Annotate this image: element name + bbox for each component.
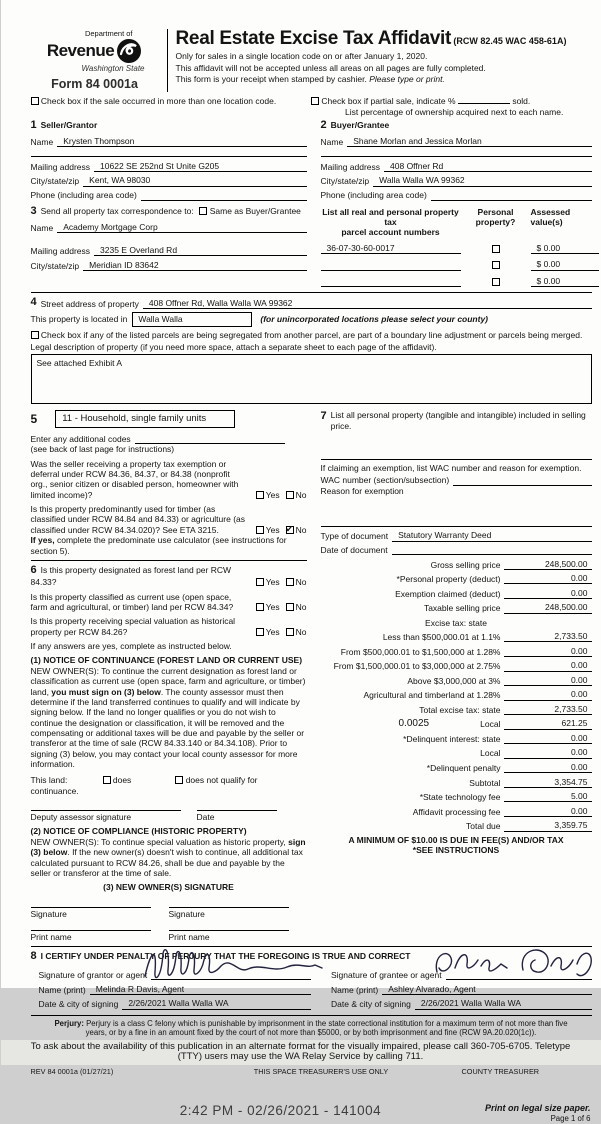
total-excise-state-field[interactable]: 2,733.50 xyxy=(504,704,592,715)
corr-mailing-label: Mailing address xyxy=(30,245,91,256)
accessibility-note: To ask about the availability of this publication in an alternate format for the visually impaired, please call 360-705-6705. Teletype (TTY) users may use the WA Relay Service by calling 711. xyxy=(1,1040,601,1066)
local-tax-label: Local xyxy=(480,719,501,730)
legal-description-box[interactable]: See attached Exhibit A xyxy=(31,354,592,404)
seller-phone-label: Phone (including area code) xyxy=(30,190,137,201)
parcel-number-field[interactable] xyxy=(321,276,461,287)
section-2-buyer xyxy=(307,119,592,201)
seller-city-field[interactable]: Kent, WA 98030 xyxy=(83,175,306,186)
parcel-number-field[interactable]: 36-07-30-60-0017 xyxy=(321,243,461,254)
dept-of-label: Department of xyxy=(84,29,133,38)
partial-sale-sold: sold. xyxy=(512,96,531,107)
street-address-field[interactable]: 408 Offner Rd, Walla Walla WA 99362 xyxy=(143,298,592,309)
parcel-row xyxy=(321,276,599,287)
new-owners-signature-title: (3) NEW OWNER(S) SIGNATURE xyxy=(103,882,234,893)
grantee-name-field[interactable]: Ashley Alvarado, Agent xyxy=(382,984,591,995)
total-excise-state-label: Total excise tax: state xyxy=(419,704,501,715)
new-owner-signature-1[interactable]: Signature xyxy=(31,907,151,919)
section-5-number: 5 xyxy=(30,411,38,426)
dor-logo-block xyxy=(31,27,159,92)
affidavit-processing-fee-label: Affidavit processing fee xyxy=(412,806,501,817)
doc-type-field[interactable]: Statutory Warranty Deed xyxy=(392,530,591,541)
does-not-qualify-checkbox[interactable] xyxy=(175,776,183,784)
partial-sale-checkbox[interactable] xyxy=(311,97,319,105)
assessed-value-field[interactable]: $ 0.00 xyxy=(531,243,599,254)
certify-statement: I CERTIFY UNDER PENALTY OF PERJURY THAT THE FOREGOING IS TRUE AND CORRECT xyxy=(40,951,411,962)
tax-computation xyxy=(321,559,592,832)
header-sub1: Only for sales in a single location code on or after January 1, 2020. xyxy=(175,51,428,62)
section-7-number: 7 xyxy=(320,410,327,423)
delinquent-interest-local-field[interactable]: 0.00 xyxy=(504,747,592,758)
see-back-note: (see back of last page for instructions) xyxy=(30,444,175,455)
multi-location-check-row xyxy=(31,96,312,117)
gross-selling-price-label: Gross selling price xyxy=(430,559,501,570)
same-as-buyer-checkbox[interactable] xyxy=(199,207,207,215)
historic-question: Is this property receiving special valuation as historical property per RCW 84.26? Yes No xyxy=(30,616,307,637)
street-address-label: Street address of property xyxy=(40,298,139,309)
section-8-certify xyxy=(31,950,592,1009)
header-sub2: This affidavit will not be accepted unless all areas on all pages are fully completed. xyxy=(175,62,486,73)
excise-tax-state-header: Excise tax: state xyxy=(425,617,487,628)
doc-type-label: Type of document xyxy=(320,531,389,542)
grantor-name-field[interactable]: Melinda R Davis, Agent xyxy=(90,984,311,995)
agricultural-field[interactable]: 0.00 xyxy=(504,689,592,700)
section-1-seller xyxy=(31,119,307,201)
revenue-logo-icon xyxy=(116,38,142,64)
partial-sale-label: Check box if partial sale, indicate % xyxy=(321,96,456,107)
seller-mailing-label: Mailing address xyxy=(30,161,91,172)
reet-affidavit-page xyxy=(1,0,601,1124)
section-1-number: 1 xyxy=(30,118,37,131)
treasurer-use-label: THIS SPACE TREASURER'S USE ONLY xyxy=(253,1067,389,1077)
header-divider xyxy=(167,29,168,92)
parcel-row xyxy=(321,243,599,254)
reason-exemption-label: Reason for exemption xyxy=(320,485,404,496)
header-sub3: This form is your receipt when stamped by cashier. Please type or print. xyxy=(175,73,445,84)
doc-date-label: Date of document xyxy=(320,545,388,555)
revenue-wordmark: Revenue xyxy=(46,40,115,60)
exemption-note: If claiming an exemption, list WAC number and reason for exemption. xyxy=(320,463,582,474)
unincorporated-note: (for unincorporated locations please select your county) xyxy=(260,314,489,325)
notice-continuance-body: NEW OWNER(S): To continue the current designation as forest land or classification as current use (open space, farm and agriculture, or timber) land, you must sign on (3) below. The county assessor must then determine if the land transferred continues to qualify and will indicate by signing below. If the land no longer qualifies or you do not wish to continue the designation or classification, it will be removed and the compensating or additional taxes will be due and payable by the seller or transferor at the time of sale (RCW 84.33.140 or 84.34.108). Prior to signing (3) below, you may contact your local county assessor for more information. xyxy=(30,665,306,770)
tier4-label: Above $3,000,000 at 3% xyxy=(407,675,501,686)
tier3-field[interactable]: 0.00 xyxy=(504,660,592,671)
section-7-tax-column xyxy=(307,410,592,942)
multi-location-label: Check box if the sale occurred in more than one location code. xyxy=(40,96,277,107)
see-instructions-note: *SEE INSTRUCTIONS xyxy=(412,844,500,855)
personal-property-deduct-label: *Personal property (deduct) xyxy=(396,574,501,585)
grantor-date-field[interactable]: 2/26/2021 Walla Walla WA xyxy=(122,998,311,1009)
section-6-number: 6 xyxy=(30,563,37,576)
land-use-code-select[interactable]: 11 - Household, single family units xyxy=(55,410,235,428)
wac-number-label: WAC number (section/subsection) xyxy=(320,475,450,486)
tier4-field[interactable]: 0.00 xyxy=(504,675,592,686)
timber-no-checkbox[interactable] xyxy=(286,526,294,534)
print-size-note: Print on legal size paper. xyxy=(484,1103,591,1114)
deputy-assessor-signature-field[interactable]: Deputy assessor signature xyxy=(31,810,181,822)
local-tax-field[interactable]: 621.25 xyxy=(504,718,592,729)
total-due-field[interactable]: 3,359.75 xyxy=(504,820,592,831)
grantee-signature-block xyxy=(311,968,592,1010)
section-4-property xyxy=(31,296,592,404)
assessed-value-field[interactable]: $ 0.00 xyxy=(531,259,599,270)
total-due-label: Total due xyxy=(466,821,501,832)
buyer-mailing-label: Mailing address xyxy=(320,161,381,172)
grantor-sig-label: Signature of grantor or agent xyxy=(38,969,148,980)
personal-property-deduct-field[interactable]: 0.00 xyxy=(504,573,592,584)
parcel-table xyxy=(307,205,599,287)
personal-property-checkbox-3[interactable] xyxy=(492,278,500,286)
treasurer-stamp: 2:42 PM - 02/26/2021 - 141004 xyxy=(179,1103,382,1119)
personal-property-checkbox-1[interactable] xyxy=(492,245,500,253)
subtotal-label: Subtotal xyxy=(469,777,501,788)
buyer-name2-field[interactable] xyxy=(321,156,592,157)
corr-mailing-field[interactable]: 3235 E Overland Rd xyxy=(94,245,306,256)
exemption-claimed-field[interactable]: 0.00 xyxy=(504,588,592,599)
grantee-date-field[interactable]: 2/26/2021 Walla Walla WA xyxy=(415,998,592,1009)
multi-location-checkbox[interactable] xyxy=(31,97,39,105)
forest-no-checkbox[interactable] xyxy=(286,578,294,586)
tier3-label: From $1,500,000.01 to $3,000,000 at 2.75% xyxy=(333,661,501,672)
section-5-6-column xyxy=(31,410,307,942)
notice-compliance-body: NEW OWNER(S): To continue special valuation as historic property, sign (3) below. If the new owner(s) doesn't wish to continue, all additional tax calculated pursuant to RCW 84.26, shall be due and payable by the seller or transferor at the time of sale. xyxy=(30,836,306,878)
delinquent-interest-local-label: Local xyxy=(480,748,501,759)
new-owner-signature-2[interactable]: Signature xyxy=(169,907,289,919)
historic-yes-checkbox[interactable] xyxy=(256,628,264,636)
new-owner-printname-2[interactable]: Print name xyxy=(169,930,289,942)
partial-sale-percent-field[interactable] xyxy=(458,103,510,104)
located-in-label: This property is located in xyxy=(30,314,128,325)
seller-name-label: Name xyxy=(30,136,54,147)
buyer-name-field[interactable]: Shane Morlan and Jessica Morlan xyxy=(347,136,591,147)
section-3-heading: Send all property tax correspondence to: xyxy=(40,206,194,217)
exemption-claimed-label: Exemption claimed (deduct) xyxy=(395,588,501,599)
state-technology-fee-label: *State technology fee xyxy=(419,792,501,803)
deputy-date-field[interactable]: Date xyxy=(197,810,277,822)
form-header xyxy=(31,27,592,92)
delinquent-penalty-label: *Delinquent penalty xyxy=(426,763,501,774)
parcel-number-field[interactable] xyxy=(321,259,461,270)
tier1-field[interactable]: 2,733.50 xyxy=(504,631,592,642)
grantee-datecity-label: Date & city of signing xyxy=(331,999,411,1010)
taxable-selling-price-field[interactable]: 248,500.00 xyxy=(504,602,592,613)
corr-city-label: City/state/zip xyxy=(30,260,80,271)
currentuse-no-checkbox[interactable] xyxy=(286,603,294,611)
seller-name2-field[interactable] xyxy=(31,156,307,157)
corr-name-label: Name xyxy=(30,222,54,233)
corr-city-field[interactable]: Meridian ID 83642 xyxy=(83,260,306,271)
assessed-value-col-header: Assessed value(s) xyxy=(530,206,571,228)
section-1-heading: Seller/Grantor xyxy=(40,119,98,130)
legal-description-label: Legal description of property (if you need more space, attach a separate sheet to each page of the affidavit). xyxy=(30,341,437,352)
local-rate-value: 0.0025 xyxy=(398,717,430,729)
doc-date-field[interactable] xyxy=(392,554,592,555)
section-8-number: 8 xyxy=(30,950,37,963)
section-2-number: 2 xyxy=(320,118,327,131)
parcel-row xyxy=(321,259,599,270)
rev-number: REV 84 0001a (01/27/21) xyxy=(30,1067,114,1077)
forest-yes-checkbox[interactable] xyxy=(256,578,264,586)
page-title: Real Estate Excise Tax Affidavit xyxy=(175,28,452,49)
seller-name-field[interactable]: Krysten Thompson xyxy=(57,136,306,147)
grantee-sig-label: Signature of grantee or agent xyxy=(331,969,442,980)
timber-question: Is this property predominantly used for timber (as classified under RCW 84.84 and 84.33) or agriculture (as classified under RCW 84.34.020)? See ETA 3215. Yes ✔ No xyxy=(31,504,307,535)
grantor-nameprint-label: Name (print) xyxy=(38,984,86,995)
taxable-selling-price-label: Taxable selling price xyxy=(423,603,501,614)
section-4-number: 4 xyxy=(30,295,37,308)
minimum-due-note: A MINIMUM OF $10.00 IS DUE IN FEE(S) AND/OR TAX xyxy=(348,834,564,845)
buyer-phone-field[interactable] xyxy=(431,200,592,201)
seller-mailing-field[interactable]: 10622 SE 252nd St Unite G205 xyxy=(94,161,306,172)
wac-number-field[interactable] xyxy=(453,485,591,486)
county-select[interactable]: Walla Walla xyxy=(132,312,252,326)
current-use-question: Is this property classified as current use (open space, farm and agricultural, or timber) land per RCW 84.34? Yes No xyxy=(30,591,307,612)
buyer-mailing-field[interactable]: 408 Offner Rd xyxy=(384,161,591,172)
gross-selling-price-field[interactable]: 248,500.00 xyxy=(504,559,592,570)
affidavit-processing-fee-field[interactable]: 0.00 xyxy=(504,806,592,817)
buyer-phone-label: Phone (including area code) xyxy=(320,190,427,201)
seller-phone-field[interactable] xyxy=(141,200,307,201)
timber-note: If yes, complete the predominate use calculator (see instructions for section 5). xyxy=(30,535,287,556)
tier2-field[interactable]: 0.00 xyxy=(504,646,592,657)
continuance-label: continuance. xyxy=(30,785,79,796)
grantee-nameprint-label: Name (print) xyxy=(331,984,379,995)
grantor-signature-field[interactable] xyxy=(151,979,311,980)
personal-property-col-header: Personal property? xyxy=(475,206,516,228)
page-number: Page 1 of 6 xyxy=(550,1114,591,1124)
land-qualify-row: This land: does does not qualify for xyxy=(30,775,258,786)
notice-compliance-title: (2) NOTICE OF COMPLIANCE (HISTORIC PROPERTY) xyxy=(30,826,247,837)
assessed-value-field[interactable]: $ 0.00 xyxy=(531,276,599,287)
personal-property-checkbox-2[interactable] xyxy=(492,261,500,269)
tier2-label: From $500,000.01 to $1,500,000 at 1.28% xyxy=(340,646,501,657)
county-treasurer-label: COUNTY TREASURER xyxy=(461,1067,540,1077)
buyer-name-label: Name xyxy=(320,136,344,147)
same-as-buyer-label: Same as Buyer/Grantee xyxy=(209,206,301,217)
currentuse-yes-checkbox[interactable] xyxy=(256,603,264,611)
partial-sale-note: List percentage of ownership acquired next to each name. xyxy=(345,106,564,117)
section-3-correspondence xyxy=(31,205,307,287)
section-7-heading: List all personal property (tangible and intangible) included in selling price. xyxy=(330,410,586,431)
grantor-datecity-label: Date & city of signing xyxy=(38,999,119,1010)
seller-city-label: City/state/zip xyxy=(30,176,80,187)
section-2-heading: Buyer/Grantee xyxy=(330,119,390,130)
section-3-number: 3 xyxy=(30,204,37,217)
new-owner-printname-1[interactable]: Print name xyxy=(31,930,151,942)
corr-name-field[interactable]: Academy Mortgage Corp xyxy=(57,222,306,233)
buyer-city-label: City/state/zip xyxy=(320,176,370,187)
does-qualify-checkbox[interactable] xyxy=(103,776,111,784)
historic-no-checkbox[interactable] xyxy=(286,628,294,636)
exemption-yes-checkbox[interactable] xyxy=(256,491,264,499)
if-yes-note: If any answers are yes, complete as instructed below. xyxy=(30,641,232,652)
state-technology-fee-field[interactable]: 5.00 xyxy=(504,791,592,802)
notice-continuance-title: (1) NOTICE OF CONTINUANCE (FOREST LAND OR CURRENT USE) xyxy=(30,655,303,666)
delinquent-penalty-field[interactable]: 0.00 xyxy=(504,762,592,773)
subtotal-field[interactable]: 3,354.75 xyxy=(504,777,592,788)
header-title-block xyxy=(176,27,567,84)
timber-yes-checkbox[interactable] xyxy=(256,526,264,534)
partial-sale-check-row xyxy=(311,96,592,117)
washington-state-label: Washington State xyxy=(81,64,145,74)
tier1-label: Less than $500,000.01 at 1.1% xyxy=(382,632,501,643)
grantee-signature-field[interactable] xyxy=(446,979,592,980)
segregated-label: Check box if any of the listed parcels are being segregated from another parcel, are part of a boundary line adjustment or parcels being merged. xyxy=(40,329,583,340)
delinquent-interest-state-field[interactable]: 0.00 xyxy=(504,733,592,744)
form-number: Form 84 0001a xyxy=(51,76,138,91)
delinquent-interest-state-label: *Delinquent interest: state xyxy=(403,733,501,744)
exemption-no-checkbox[interactable] xyxy=(286,491,294,499)
parcel-col-header: List all real and personal property tax parcel account numbers xyxy=(322,206,459,238)
perjury-note: Perjury: Perjury is a class C felony which is punishable by imprisonment in the state correctional institution for a maximum term of not more than five years, or by a fine in an amount fixed by the court of not more than $5000, or by both imprisonment and fine (RCW 9A.20.020(1c)). xyxy=(54,1018,568,1038)
buyer-city-field[interactable]: Walla Walla WA 99362 xyxy=(373,175,591,186)
agricultural-label: Agricultural and timberland at 1.28% xyxy=(363,690,501,701)
type-or-print-note: Please type or print. xyxy=(369,73,445,84)
forest-land-question: 6 Is this property designated as forest land per RCW 84.33? Yes No xyxy=(30,563,307,588)
additional-codes-label: Enter any additional codes xyxy=(30,433,131,444)
title-rcw: (RCW 82.45 WAC 458-61A) xyxy=(453,36,567,46)
exemption-question: Was the seller receiving a property tax exemption or deferral under RCW 84.36, 84.37, or 84.38 (nonprofit org., senior citizen or disabled person, homeowner with limited income)? Yes No xyxy=(30,458,307,500)
segregated-checkbox[interactable] xyxy=(31,331,39,339)
grantor-signature-block xyxy=(31,968,312,1010)
